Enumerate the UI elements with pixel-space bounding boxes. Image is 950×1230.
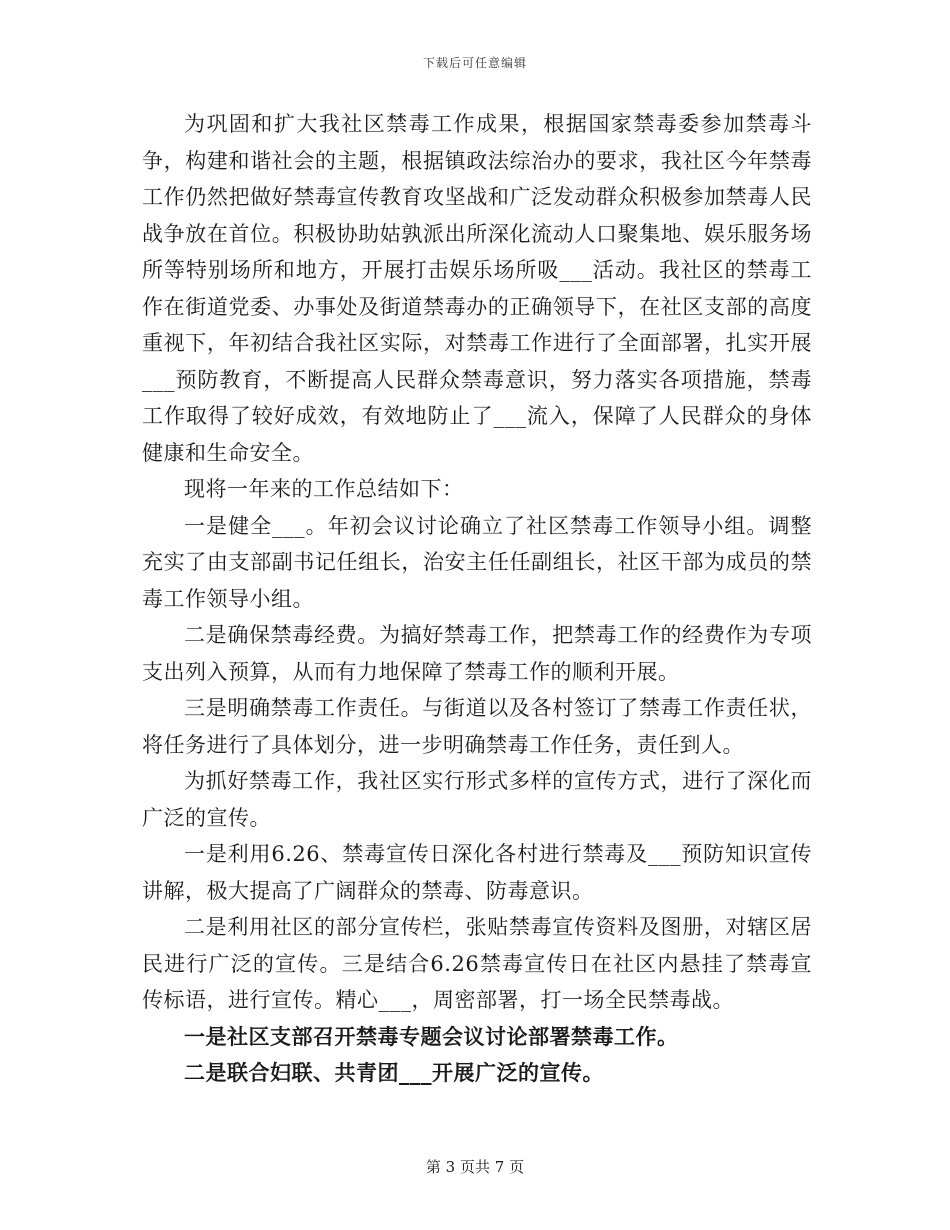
- page-header: 下载后可任意编辑: [422, 56, 527, 70]
- page-number-footer: 第 3 页共 7 页: [425, 1158, 525, 1176]
- paragraph: 一是健全___。年初会议讨论确立了社区禁毒工作领导小组。调整充实了由支部副书记任组长，治安主任任副组长，社区干部为成员的禁毒工作领导小组。: [142, 513, 812, 611]
- bold-paragraph: 一是社区支部召开禁毒专题会议讨论部署禁毒工作。: [184, 1023, 679, 1049]
- paragraph: 为巩固和扩大我社区禁毒工作成果，根据国家禁毒委参加禁毒斗争，构建和谐社会的主题，根据镇政法综治办的要求，我社区今年禁毒工作仍然把做好禁毒宣传教育攻坚战和广泛发动群众积极参加禁毒人民战争放在首位。积极协助姑孰派出所深化流动人口聚集地、娱乐服务场所等特别场所和地方，开展打击娱乐场所吸___活动。我社区的禁毒工作在街道党委、办事处及街道禁毒办的正确领导下，在社区支部的高度重视下，年初结合我社区实际，对禁毒工作进行了全面部署，扎实开展___预防教育，不断提高人民群众禁毒意识，努力落实各项措施，禁毒工作取得了较好成效，有效地防止了___流入，保障了人民群众的身体健康和生命安全。: [142, 112, 812, 465]
- document-body: [142, 106, 812, 1092]
- paragraph: 三是明确禁毒工作责任。与街道以及各村签订了禁毒工作责任状，将任务进行了具体划分，进一步明确禁毒工作任务，责任到人。: [142, 696, 812, 757]
- paragraph: 现将一年来的工作总结如下：: [184, 477, 464, 501]
- paragraph: 二是确保禁毒经费。为搞好禁毒工作，把禁毒工作的经费作为专项支出列入预算，从而有力地保障了禁毒工作的顺利开展。: [142, 623, 812, 684]
- bold-paragraph: 二是联合妇联、共青团___开展广泛的宣传。: [184, 1060, 604, 1085]
- paragraph: 一是利用6.26、禁毒宣传日深化各村进行禁毒及___预防知识宣传讲解，极大提高了广阔群众的禁毒、防毒意识。: [142, 842, 812, 903]
- paragraph: 为抓好禁毒工作，我社区实行形式多样的宣传方式，进行了深化而广泛的宣传。: [142, 769, 812, 830]
- paragraph: 二是利用社区的部分宣传栏，张贴禁毒宣传资料及图册，对辖区居民进行广泛的宣传。三是结合6.26禁毒宣传日在社区内悬挂了禁毒宣传标语，进行宣传。精心___，周密部署，打一场全民禁毒战。: [142, 915, 812, 1012]
